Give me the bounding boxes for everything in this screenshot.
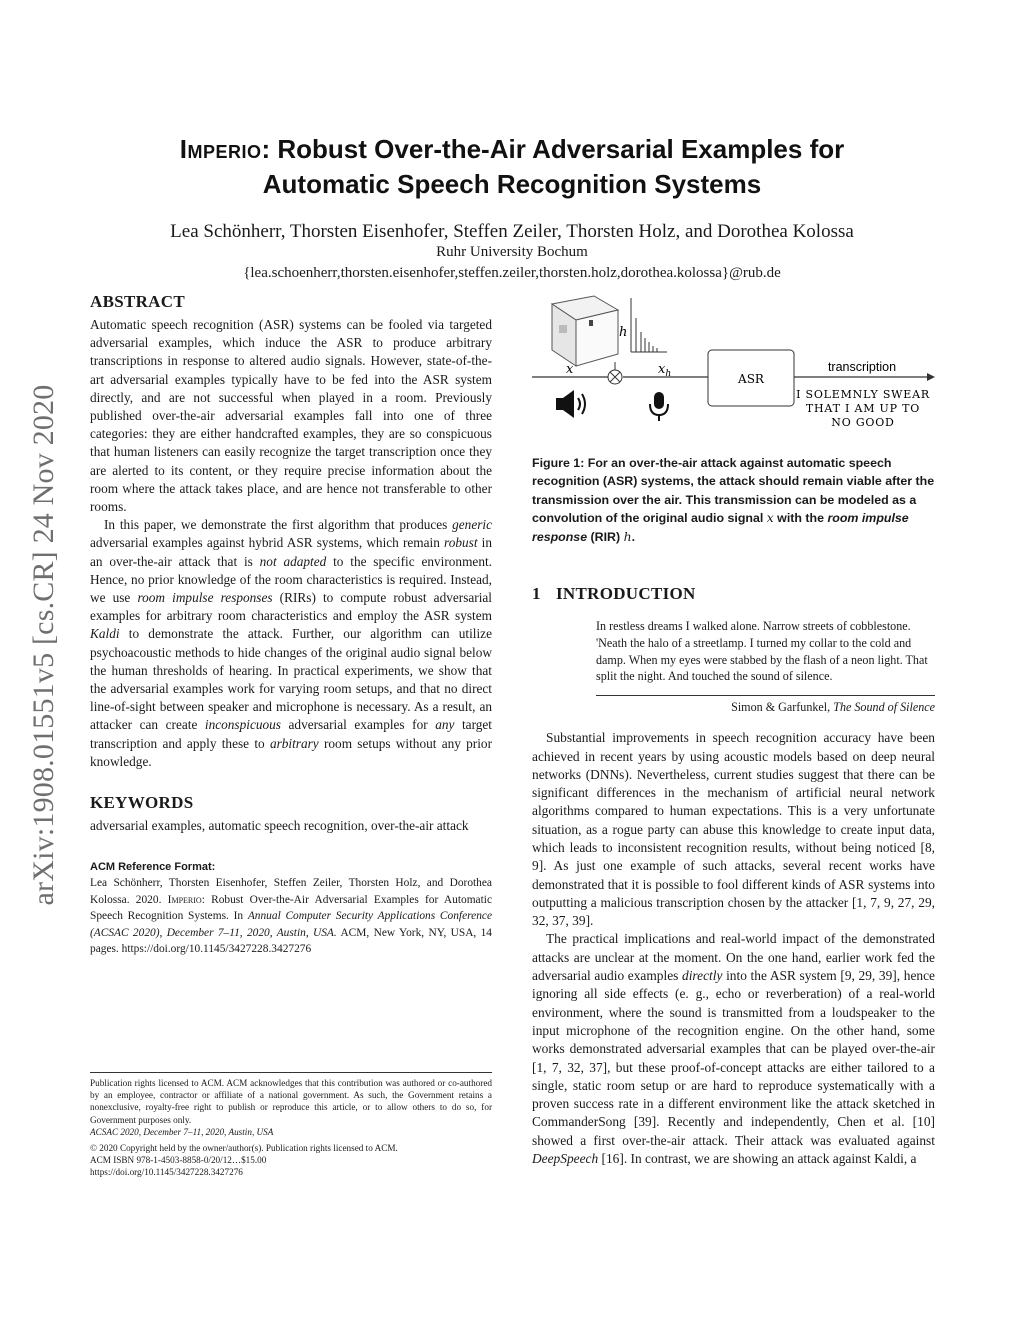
section-title: INTRODUCTION	[556, 584, 696, 604]
room-box-icon	[552, 296, 618, 366]
transcription-label: transcription	[827, 360, 897, 374]
convolution-operator-icon	[608, 370, 622, 384]
acm-reference-heading: ACM Reference Format:	[90, 861, 216, 874]
right-column	[532, 292, 935, 1168]
microphone-icon	[650, 392, 668, 421]
affiliation: Ruhr University Bochum	[436, 244, 588, 260]
asr-label: ASR	[738, 372, 764, 386]
introduction-body	[532, 729, 935, 1168]
title-line-1	[100, 132, 924, 167]
epigraph-quote: In restless dreams I walked alone. Narrow streets of cobblestone. 'Neath the halo of a streetlamp. I turned my collar to the cold and damp. When my eyes were stabbed by the flash of a neon light. That split the night. And touched the sound of silence.	[596, 619, 928, 684]
keywords-text: adversarial examples, automatic speech recognition, over-the-air attack	[90, 818, 469, 834]
transcription-line-2: THAT I AM UP TO	[805, 402, 921, 415]
arxiv-stamp	[20, 340, 68, 950]
title-line-1-rest: : Robust Over-the-Air Adversarial Examples for	[261, 134, 845, 164]
acm-reference-text: Lea Schönherr, Thorsten Eisenhofer, Steffen Zeiler, Thorsten Holz, and Dorothea Kolossa. 2020. Imperio: Robust Over-the-Air Adversarial Examples for Automatic Speech Recognition Systems. In Annual Computer Security Applications Conference (ACSAC 2020), December 7–11, 2020, Austin, USA. ACM, New York, NY, USA, 14 pages. https://doi.org/10.1145/3427228.3427276	[90, 877, 493, 956]
title-imperio: Imperio	[179, 134, 262, 164]
title-line-2: Automatic Speech Recognition Systems	[262, 169, 762, 199]
epigraph-attribution: Simon & Garfunkel, The Sound of Silence	[731, 700, 935, 715]
copyright-footnote	[90, 1072, 492, 1179]
footnote-conference: ACSAC 2020, December 7–11, 2020, Austin, USA	[90, 1126, 274, 1137]
figure-1	[532, 292, 935, 442]
section-number: 1	[532, 584, 541, 604]
left-column	[90, 292, 492, 958]
footnote-isbn: ACM ISBN 978-1-4503-8858-0/20/12…$15.00	[90, 1155, 267, 1166]
author-list: Lea Schönherr, Thorsten Eisenhofer, Steffen Zeiler, Thorsten Holz, and Dorothea Kolossa	[170, 221, 854, 242]
keywords-heading: KEYWORDS	[90, 793, 194, 813]
transcription-line-1: I SOLEMNLY SWEAR	[796, 388, 930, 401]
footnote-copyright: © 2020 Copyright held by the owner/author(s). Publication rights licensed to ACM.	[90, 1143, 398, 1154]
abstract-heading: ABSTRACT	[90, 292, 185, 311]
impulse-response-icon	[631, 298, 667, 352]
abstract-paragraph-1: Automatic speech recognition (ASR) systems can be fooled via targeted adversarial examples, which induce the ASR to produce arbitrary transcriptions in response to altered audio signals. However, state-of-the-art adversarial examples typically have to be fed into the ASR system directly, and are not successful when played in a room. Previously published over-the-air adversarial examples fall into one of three categories: they are either handcrafted examples, they are so conspicuous that human listeners can easily recognize the target transcription once they are alerted to its content, or they require precise information about the room where the attack takes place, and are hence not transferable to other rooms.	[90, 317, 492, 515]
footnote-doi: https://doi.org/10.1145/3427228.3427276	[90, 1167, 243, 1178]
label-x: x	[566, 362, 574, 377]
label-h: h	[619, 325, 628, 340]
arxiv-stamp-text: arXiv:1908.01551v5 [cs.CR] 24 Nov 2020	[27, 384, 60, 906]
transcription-line-3: NO GOOD	[831, 416, 895, 429]
abstract-paragraph-2: In this paper, we demonstrate the first algorithm that produces generic adversarial examples against hybrid ASR systems, which remain robust in an over-the-air attack that is not adapted to the specific environment. Hence, no prior knowledge of the room characteristics is required. Instead, we use room impulse responses (RIRs) to compute robust adversarial examples for arbitrary room characteristics and employ the ASR system Kaldi to demonstrate the attack. Further, our algorithm can utilize psychoacoustic methods to hide changes of the original audio signal below the human thresholds of hearing. In practical experiments, we show that the adversarial examples work for varying room setups, and that no direct line-of-sight between speaker and microphone is necessary. As a result, an attacker can create inconspicuous adversarial examples for any target transcription and apply these to arbitrary room setups without any prior knowledge.	[90, 517, 493, 769]
label-xh: $x_h$	[658, 362, 672, 379]
figure-1-diagram	[532, 292, 935, 442]
author-emails: {lea.schoenherr,thorsten.eisenhofer,steffen.zeiler,thorsten.holz,dorothea.kolossa}@rub.de	[243, 265, 781, 281]
introduction-heading	[532, 584, 935, 604]
intro-paragraph-2: The practical implications and real-world impact of the demonstrated attacks are unclear at the moment. On the one hand, earlier work fed the adversarial audio examples directly into the ASR system [9, 29, 39], hence ignoring all side effects (e. g., echo or reverberation) of a real-world environment, where the sound is transmitted from a loudspeaker to the input microphone of the recognition engine. On the other hand, some works demonstrated adversarial examples that can be played over-the-air [1, 7, 32, 37], but these proof-of-concept attacks are either tailored to a single, static room setup or are hard to reproduce systematically with a proven success rate in a different environment like the attack sketched in CommanderSong [39]. Recently and independently, Chen et al. [10] showed a first over-the-air attack. Their attack was evaluated against DeepSpeech [16]. In contrast, we are showing an attack against Kaldi, a	[532, 931, 935, 1167]
footnote-rights: Publication rights licensed to ACM. ACM acknowledges that this contribution was authored or co-authored by an employee, contractor or affiliate of a national government. As such, the Government retains a nonexclusive, royalty-free right to publish or reproduce this article, or to allow others to do so, for Government purposes only.	[90, 1078, 492, 1125]
intro-paragraph-1: Substantial improvements in speech recognition accuracy have been achieved in recent years by using acoustic models based on deep neural networks (DNNs). Nevertheless, current studies suggest that there can be significant differences in the mechanism of artificial neural network algorithms compared to human expectations. This is a very unfortunate situation, as a rogue party can abuse this knowledge to create input data, which leads to inconsistent recognition results, without being noticed [8, 9]. As just one example of such attacks, several recent works have demonstrated that it is possible to fool different kinds of ASR systems into outputting a malicious transcription chosen by the attacker [1, 7, 9, 27, 29, 32, 37, 39].	[532, 730, 935, 929]
output-arrowhead	[927, 373, 935, 381]
speaker-icon	[556, 390, 585, 418]
figure-1-caption: Figure 1: For an over-the-air attack against automatic speech recognition (ASR) systems, the attack should remain viable after the transmission over the air. This transmission can be modeled as a convolution of the original audio signal x with the room impulse response (RIR) h.	[532, 456, 935, 544]
epigraph-rule	[596, 695, 935, 696]
paper-title	[100, 132, 924, 202]
